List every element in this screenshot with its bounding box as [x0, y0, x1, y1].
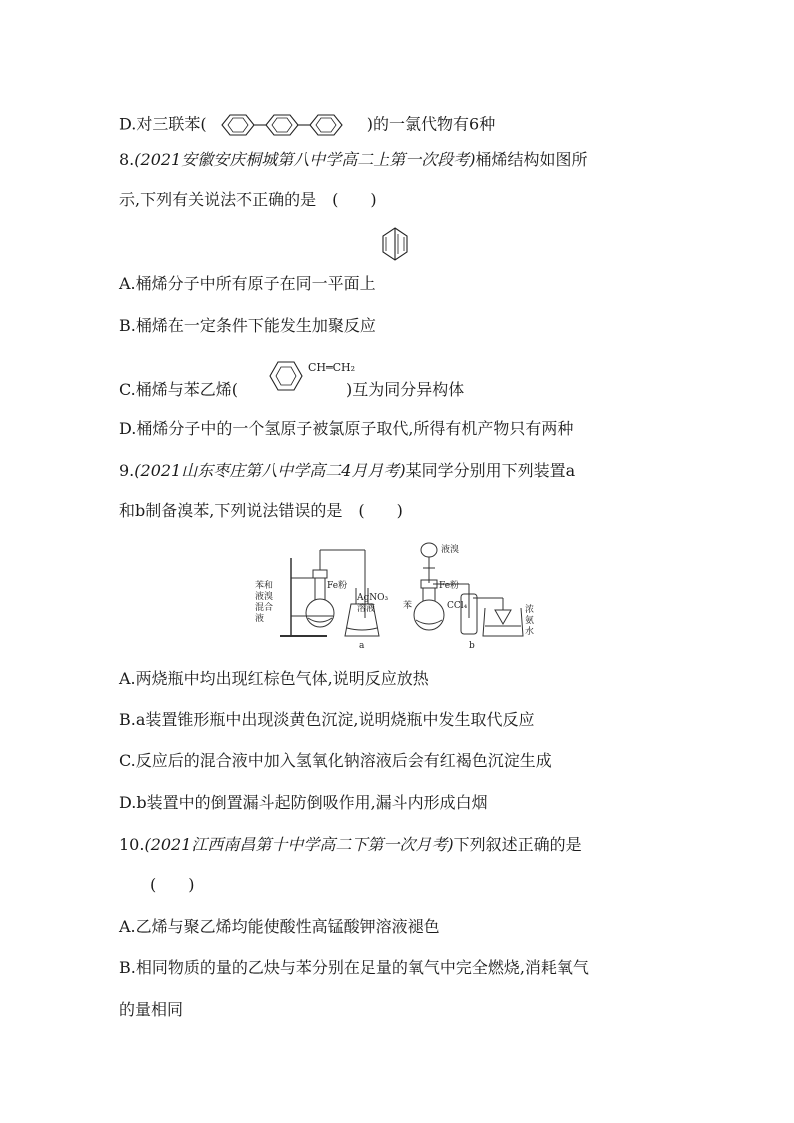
bromobenzene-apparatus-figure: [255, 538, 545, 650]
label-mix1: 苯和: [255, 581, 274, 591]
label-fe-a: Fe粉: [327, 581, 348, 591]
q10-stem-tail: 下列叙述正确的是: [453, 835, 582, 854]
label-nh1: 浓: [525, 605, 535, 615]
barrelene-structure: [380, 226, 410, 262]
label-nh3: 水: [525, 627, 535, 637]
q8-option-b: B.桶烯在一定条件下能发生加聚反应: [119, 316, 376, 335]
q7-option-d: [119, 111, 495, 139]
q8-option-a: A.桶烯分子中所有原子在同一平面上: [119, 274, 376, 293]
q9-option-b: B.a装置锥形瓶中出现淡黄色沉淀,说明烧瓶中发生取代反应: [119, 710, 535, 729]
label-mix3: 混合: [255, 603, 274, 613]
q8-stem-line1: [119, 149, 588, 171]
label-agno3-sol: 溶液: [357, 604, 376, 614]
q9-stem-tail: 某同学分别用下列装置a: [405, 461, 576, 480]
q10-option-a: A.乙烯与聚乙烯均能使酸性高锰酸钾溶液褪色: [119, 917, 440, 936]
label-mix2: 液溴: [255, 592, 274, 602]
q8-source: (2021安徽安庆桐城第八中学高二上第一次段考): [134, 150, 476, 169]
q8-option-c-prefix: C.桶烯与苯乙烯(: [119, 380, 239, 399]
q10-option-b-line1: B.相同物质的量的乙炔与苯分别在足量的氧气中完全燃烧,消耗氧气: [119, 958, 589, 977]
q10-option-b-line2: 的量相同: [119, 1000, 184, 1019]
label-mix4: 液: [255, 614, 265, 624]
q8-option-d: D.桶烯分子中的一个氢原子被氯原子取代,所得有机产物只有两种: [119, 419, 574, 438]
q8-stem-line2: 示,下列有关说法不正确的是 ( ): [119, 190, 377, 209]
q10-stem-line2: ( ): [150, 875, 195, 894]
label-ccl4: CCl₄: [447, 601, 468, 611]
label-nh2: 氨: [525, 616, 535, 626]
q7-option-d-suffix: )的一氯代物有6种: [366, 114, 496, 134]
q9-option-a: A.两烧瓶中均出现红棕色气体,说明反应放热: [119, 669, 429, 688]
label-ben: 苯: [403, 601, 413, 611]
label-b: b: [469, 641, 475, 650]
q8-stem-tail: 桶烯结构如图所: [475, 150, 588, 169]
q9-stem-line1: [119, 460, 575, 482]
label-fe-b: Fe粉: [439, 581, 460, 591]
q10-source: (2021江西南昌第十中学高二下第一次月考): [144, 835, 454, 854]
q9-number: 9.: [119, 461, 135, 480]
q9-source: (2021山东枣庄第八中学高二4月月考): [134, 461, 406, 480]
q10-number: 10.: [119, 835, 145, 854]
q9-option-c: C.反应后的混合液中加入氢氧化钠溶液后会有红褐色沉淀生成: [119, 751, 552, 770]
label-br: 液溴: [441, 545, 460, 555]
terphenyl-structure: [212, 111, 362, 139]
styrene-formula: CH═CH₂: [308, 361, 356, 374]
label-a: a: [359, 641, 365, 650]
label-agno3: AgNO₃: [357, 593, 389, 603]
q8-number: 8.: [119, 150, 135, 169]
q10-stem-line1: [119, 834, 582, 856]
q8-option-c-suffix: )互为同分异构体: [346, 380, 465, 399]
q9-option-d: D.b装置中的倒置漏斗起防倒吸作用,漏斗内形成白烟: [119, 793, 488, 812]
q7-option-d-prefix: D.对三联苯(: [119, 114, 207, 134]
q9-stem-line2: 和b制备溴苯,下列说法错误的是 ( ): [119, 501, 403, 520]
